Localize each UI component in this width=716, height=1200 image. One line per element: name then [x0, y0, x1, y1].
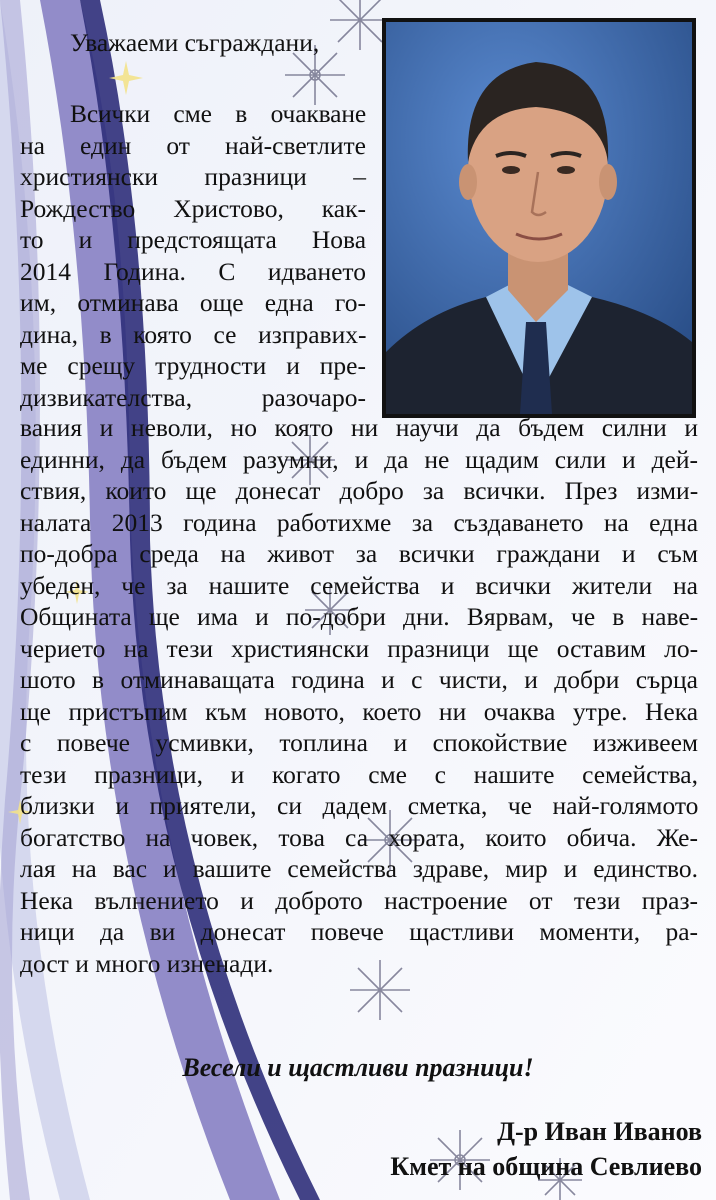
body-line: ме срещу трудности и пре- — [20, 351, 366, 380]
body-line: убеден, че за нашите семейства и всички жители на — [20, 570, 698, 600]
portrait-illustration — [386, 22, 692, 414]
body-line: ствия, които ще донесат добро за всички. През изми- — [20, 476, 699, 505]
signature-name: Д-р Иван Иванов — [497, 1117, 702, 1146]
body-line: вания и неволи, но която ни научи да бъдем силни и — [20, 413, 698, 442]
body-line: с повече усмивки, топлина и спокойствие изживеем — [20, 728, 699, 757]
body-line: налата 2013 година работихме за създаването на една — [20, 507, 699, 537]
body-line: ници да ви донесат повече щастливи моменти, ра- — [20, 917, 698, 946]
body-line: на един от най-светлите — [20, 130, 366, 160]
body-line: християнски празници – — [20, 162, 366, 191]
body-line: тези празници, и когато сме с нашите семейства, — [20, 759, 698, 789]
body-line: то и предстоящата Нова — [20, 225, 367, 254]
body-line: ще пристъпим към новото, което ни очаква утре. Нека — [20, 696, 699, 726]
body-line: шото в отминаващата година и с чисти, и добри сърца — [20, 665, 698, 694]
body-line: Общината ще има и по-добри дни. Вярвам, че в наве- — [20, 602, 699, 631]
body-line: дост и много изненади. — [20, 948, 274, 978]
letter-body-wide — [20, 412, 698, 979]
body-line: Нека вълнението и доброто настроение от тези праз- — [20, 885, 699, 915]
body-line: черието на тези християнски празници ще оставим ло- — [20, 633, 699, 663]
body-line: им, отминава още една го- — [20, 288, 366, 317]
body-line: дизвикателства, разочаро- — [20, 382, 366, 412]
body-line: близки и приятели, си дадем сметка, че най-голямото — [20, 791, 699, 820]
body-line: 2014 Година. С идването — [20, 256, 366, 286]
greeting-line: Уважаеми съграждани, — [70, 28, 320, 57]
body-line: по-добра среда на живот за всички граждани и съм — [20, 539, 698, 568]
closing-wish: Весели и щастливи празници! — [182, 1053, 534, 1082]
body-line: дина, в която се изправих- — [20, 319, 367, 349]
body-line: единни, да бъдем разумни, и да не щадим сили и дей- — [20, 444, 698, 474]
body-line: богатство на човек, това са хората, които обича. Же- — [20, 822, 698, 852]
body-line: лая на вас и вашите семейства здраве, мир и единство. — [20, 854, 698, 883]
body-line: Всички сме в очакване — [70, 99, 366, 128]
signature-title: Кмет на община Севлиево — [390, 1152, 702, 1181]
body-line: Рождество Христово, как- — [20, 193, 366, 223]
letter-body-narrow — [20, 98, 366, 413]
mayor-portrait-photo — [382, 18, 696, 418]
